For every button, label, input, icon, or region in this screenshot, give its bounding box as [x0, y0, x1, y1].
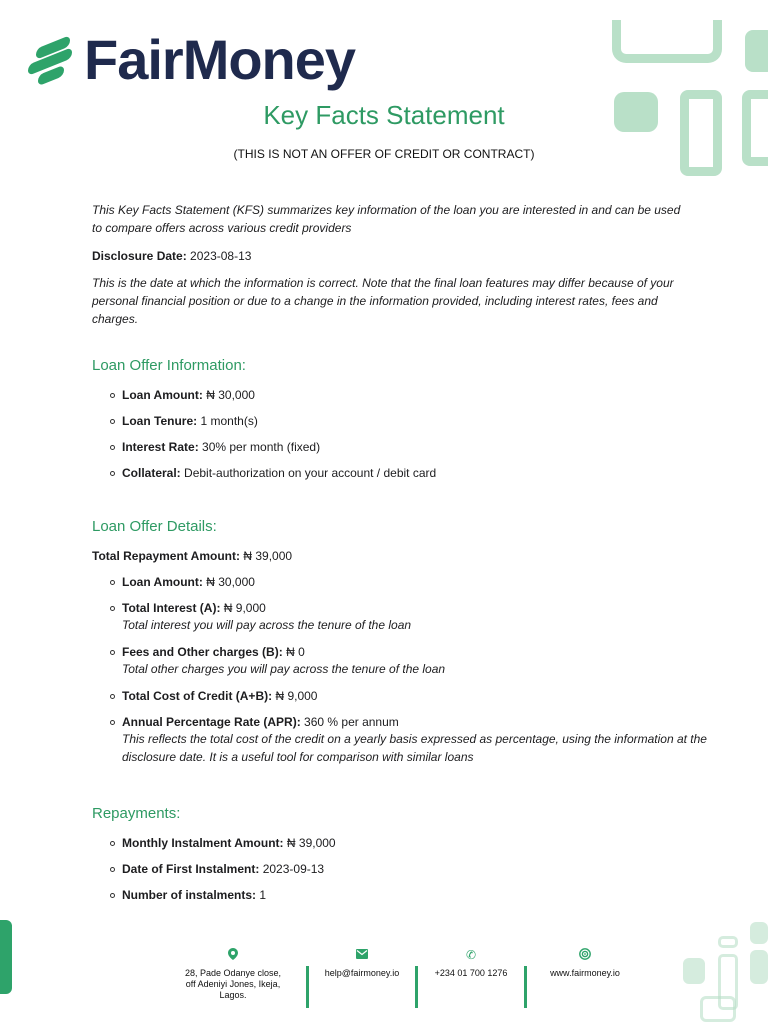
globe-icon — [535, 948, 635, 962]
footer-website — [535, 948, 635, 979]
item-value: ₦ 9,000 — [275, 689, 318, 703]
item-label: Monthly Instalment Amount: — [122, 836, 284, 850]
item-value: ₦ 30,000 — [206, 575, 255, 589]
item-value: ₦ 9,000 — [223, 601, 266, 615]
loan-offer-information-heading: Loan Offer Information: — [92, 357, 246, 374]
list-item — [122, 861, 712, 887]
item-label: Number of instalments: — [122, 888, 257, 902]
total-repayment-value: ₦ 39,000 — [243, 549, 293, 563]
loan-offer-details-heading: Loan Offer Details: — [92, 518, 217, 535]
item-label: Collateral: — [122, 466, 181, 480]
item-value: 30% per month (fixed) — [202, 440, 321, 454]
footer-phone — [426, 948, 516, 979]
list-item — [122, 688, 712, 714]
brand-logo — [28, 28, 355, 92]
logo-mark-icon — [28, 32, 78, 88]
loan-offer-details-list — [92, 574, 712, 770]
item-label: Loan Amount: — [122, 388, 203, 402]
item-label: Date of First Instalment: — [122, 862, 260, 876]
footer-divider — [524, 966, 527, 1008]
item-note: Total other charges you will pay across the tenure of the loan — [122, 662, 446, 676]
item-label: Interest Rate: — [122, 440, 199, 454]
phone-link[interactable]: +234 01 700 1276 — [434, 968, 508, 978]
footer-email — [317, 948, 407, 979]
item-value: 1 — [259, 888, 267, 902]
item-value: 360 % per annum — [304, 715, 399, 729]
item-value: 2023-09-13 — [262, 862, 325, 876]
footer — [168, 948, 635, 1008]
disclosure-note: This is the date at which the information is correct. Note that the final loan features may differ because of your personal financial position or due to a change in the information provided, including interest rates, fees and charges. — [92, 276, 674, 326]
list-item — [122, 413, 712, 439]
address-line-1: 28, Pade Odanye close, — [184, 968, 282, 978]
item-label: Fees and Other charges (B): — [122, 645, 283, 659]
item-note: Total interest you will pay across the tenure of the loan — [122, 618, 412, 632]
item-label: Loan Tenure: — [122, 414, 198, 428]
decor-bottom-left — [700, 996, 736, 1022]
list-item — [122, 714, 712, 770]
address-line-2: off Adeniyi Jones, Ikeja, — [185, 979, 281, 989]
left-edge-tab — [0, 920, 12, 994]
item-value: ₦ 30,000 — [206, 388, 255, 402]
decor-bottom-pill — [718, 936, 738, 948]
address-line-3: Lagos. — [219, 990, 247, 1000]
website-link[interactable]: www.fairmoney.io — [550, 968, 620, 978]
item-label: Total Cost of Credit (A+B): — [122, 689, 273, 703]
item-label: Total Interest (A): — [122, 601, 221, 615]
list-item — [122, 835, 712, 861]
repayments-heading: Repayments: — [92, 805, 181, 822]
total-repayment-label: Total Repayment Amount: — [92, 549, 241, 563]
item-value: ₦ 39,000 — [286, 836, 336, 850]
item-label: Annual Percentage Rate (APR): — [122, 715, 301, 729]
footer-divider — [306, 966, 309, 1008]
page-title: Key Facts Statement — [263, 100, 505, 130]
kfs-summary: This Key Facts Statement (KFS) summarizes key information of the loan you are interested in and can be used to compare offers across various credit providers — [92, 203, 681, 235]
list-item — [122, 887, 712, 913]
decor-square — [745, 30, 768, 72]
disclosure-date-label: Disclosure Date: — [92, 249, 187, 263]
decor-bottom-right — [750, 922, 768, 944]
footer-address — [168, 948, 298, 1001]
list-item — [122, 600, 712, 644]
item-value: 1 month(s) — [200, 414, 258, 428]
item-label: Loan Amount: — [122, 575, 203, 589]
location-pin-icon — [168, 948, 298, 962]
disclosure-date-value: 2023-08-13 — [190, 249, 252, 263]
item-value: ₦ 0 — [286, 645, 305, 659]
decor-bottom-right-2 — [750, 950, 768, 984]
repayments-list — [92, 835, 712, 913]
total-repayment — [92, 547, 682, 565]
list-item — [122, 465, 712, 491]
page-subtitle: (THIS IS NOT AN OFFER OF CREDIT OR CONTRACT) — [233, 147, 535, 161]
list-item — [122, 439, 712, 465]
decor-bottom-square — [683, 958, 705, 984]
phone-icon: ✆ — [465, 948, 477, 962]
disclosure-date — [92, 247, 682, 265]
list-item — [122, 574, 712, 600]
email-link[interactable]: help@fairmoney.io — [324, 968, 400, 978]
brand-name: FairMoney — [84, 28, 356, 91]
envelope-icon — [317, 948, 407, 962]
decor-u-shape — [612, 20, 722, 63]
loan-offer-information-list — [92, 387, 712, 491]
footer-divider — [415, 966, 418, 1008]
list-item — [122, 644, 712, 688]
item-note: This reflects the total cost of the credit on a yearly basis expressed as percentage, using the information at the disclosure date. It is a useful tool for comparison with similar loans — [122, 732, 707, 764]
item-value: Debit-authorization on your account / debit card — [184, 466, 437, 480]
list-item — [122, 387, 712, 413]
